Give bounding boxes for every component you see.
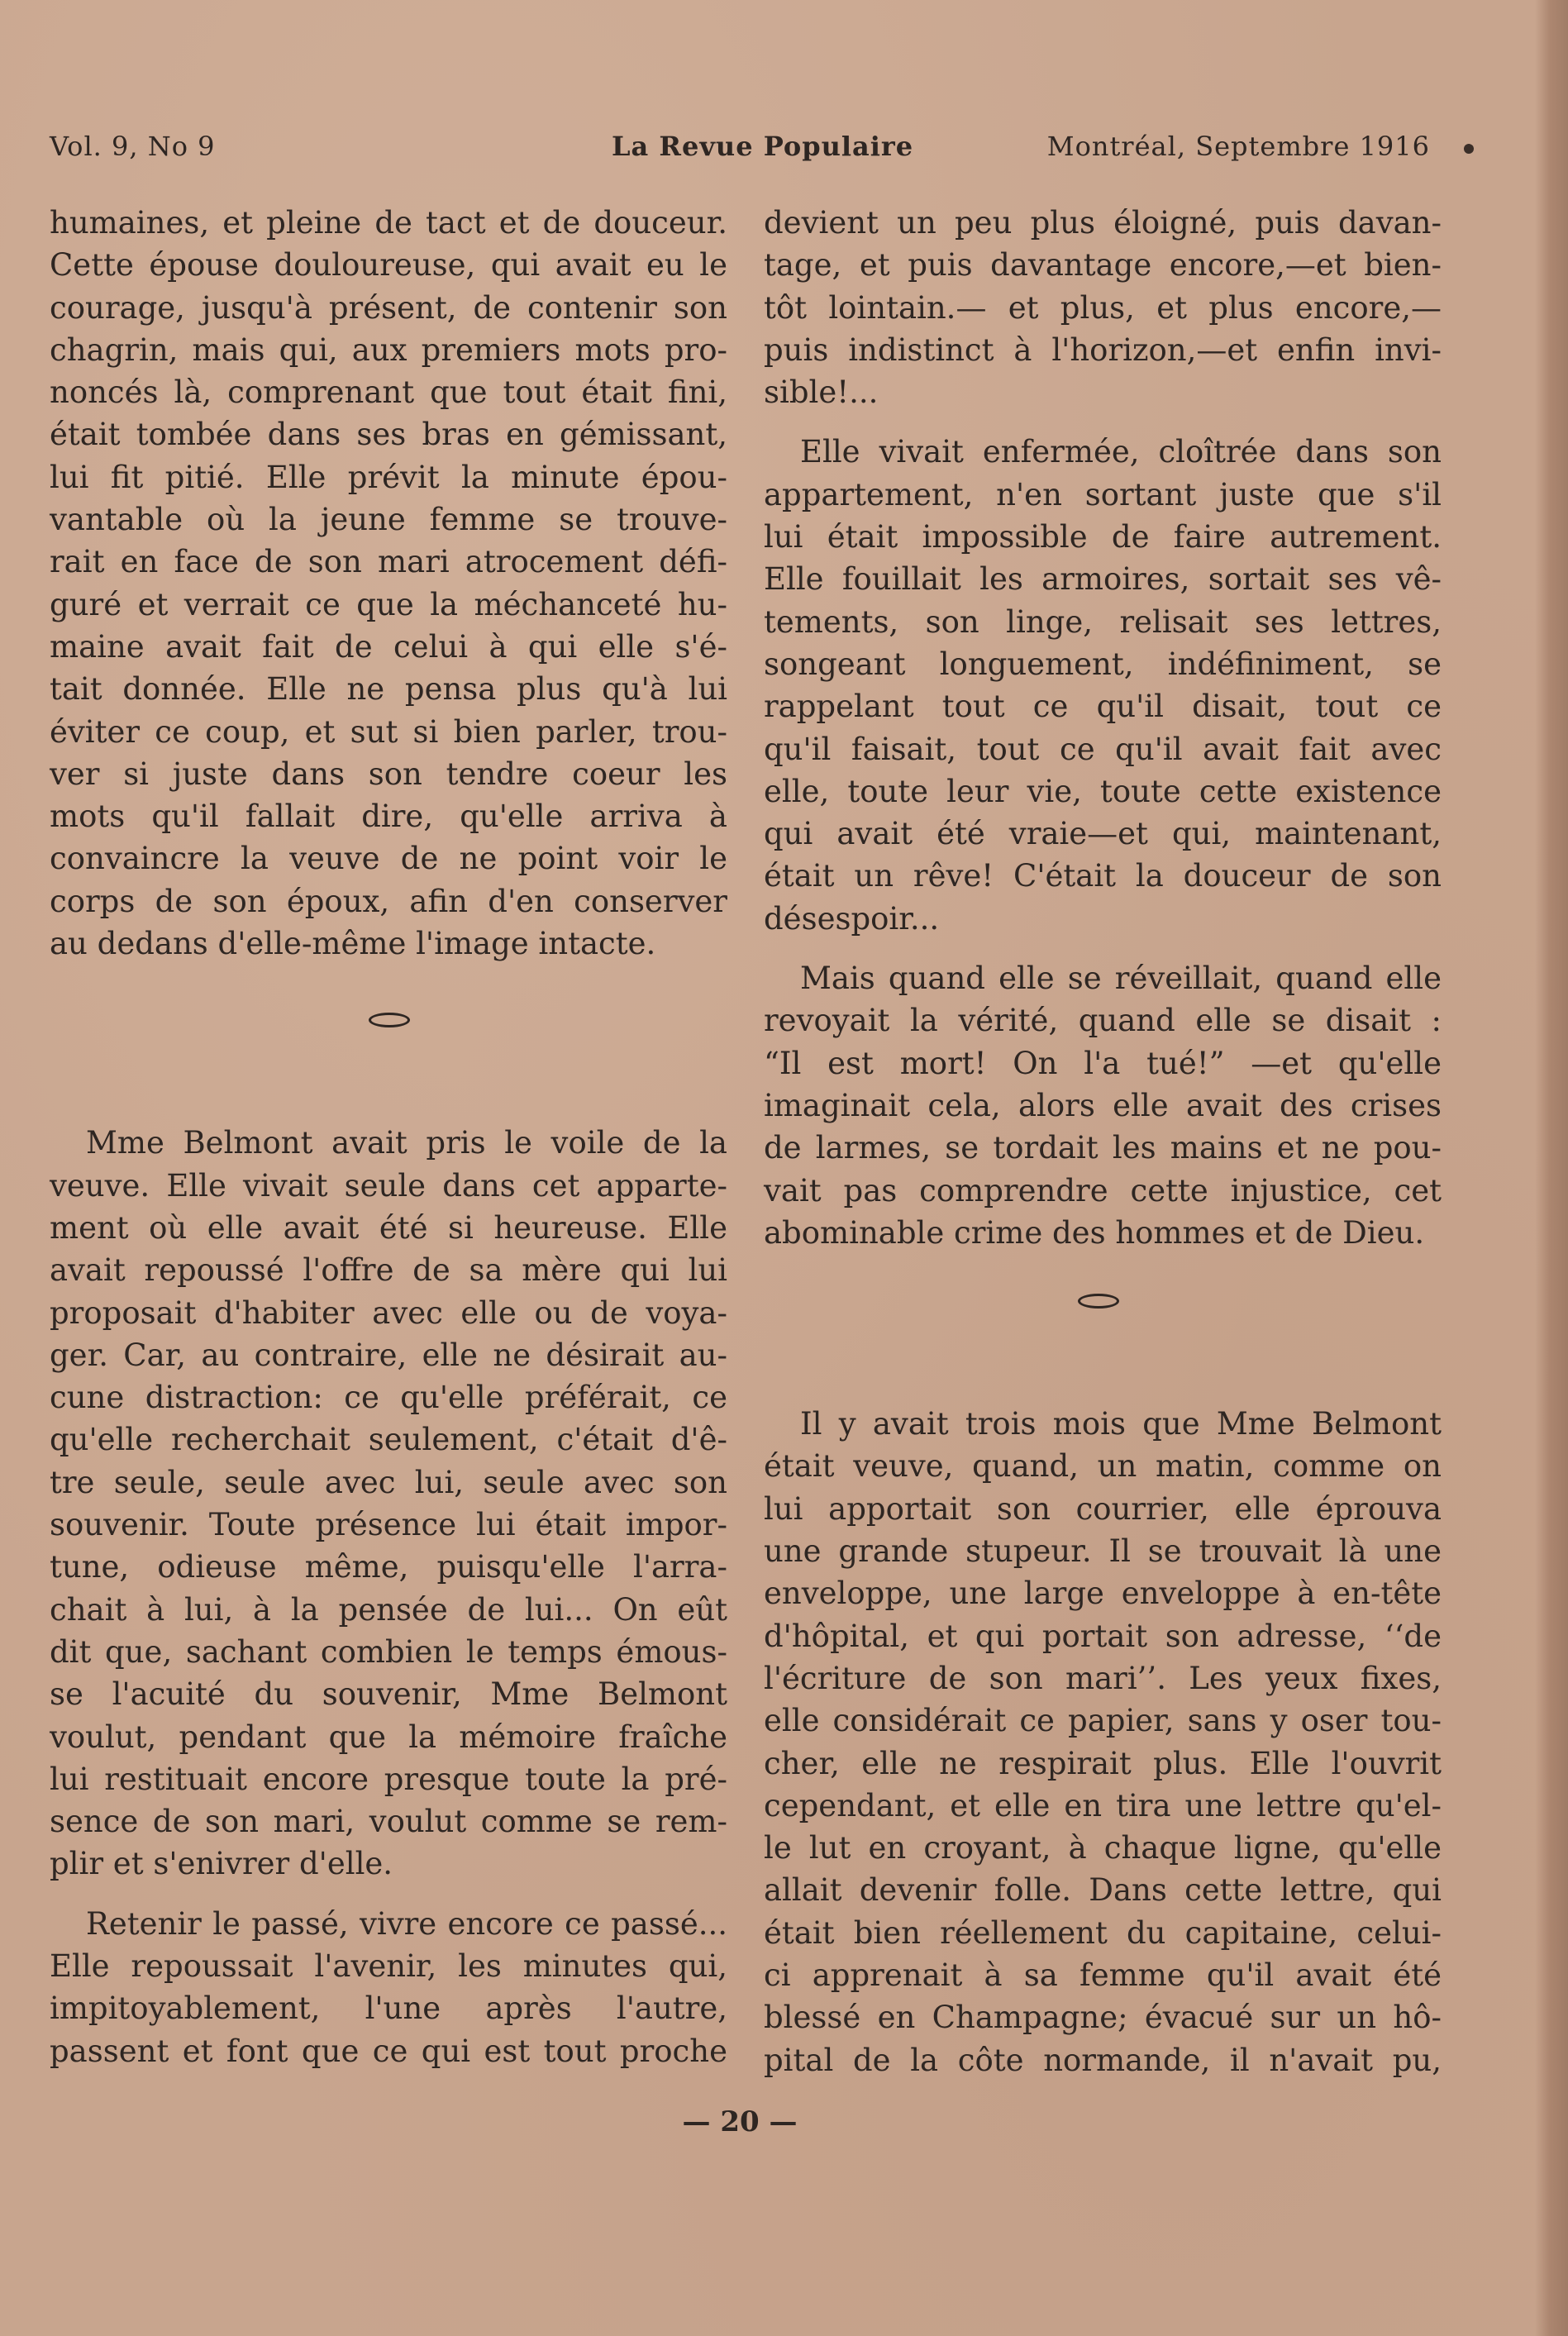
text-line: lui fit pitié. Elle prévit la minute épou- — [50, 459, 727, 495]
text-line: tune, odieuse même, puisqu'elle l'arra- — [50, 1549, 727, 1585]
text-line: voulut, pendant que la mémoire fraîche — [50, 1719, 727, 1755]
text-line: humaines, et pleine de tact et de douceur. — [50, 205, 727, 241]
text-line: puis indistinct à l'horizon,—et enfin invi- — [764, 331, 1442, 368]
text-line: noncés là, comprenant que tout était fini, — [50, 374, 727, 411]
text-line: plir et s'enivrer d'elle. — [50, 1846, 393, 1882]
text-line: cependant, et elle en tira une lettre qu'el- — [764, 1787, 1442, 1824]
text-line: qu'il faisait, tout ce qu'il avait fait avec — [764, 731, 1442, 767]
text-line: corps de son époux, afin d'en conserver — [50, 883, 727, 919]
text-line: imaginait cela, alors elle avait des crises — [764, 1087, 1442, 1123]
page-header — [50, 126, 1430, 167]
text-line: tôt lointain.— et plus, et plus encore,— — [764, 289, 1442, 326]
text-line: avait repoussé l'offre de sa mère qui lui — [50, 1252, 727, 1289]
text-line: qu'elle recherchait seulement, c'était d'ê- — [50, 1422, 727, 1458]
paragraph-gap — [764, 413, 1442, 431]
text-line: pital de la côte normande, il n'avait pu, — [764, 2042, 1442, 2078]
volume-label: Vol. 9, No 9 — [50, 131, 216, 162]
text-line: Elle vivait enfermée, cloîtrée dans son — [800, 434, 1442, 470]
page-number: — 20 — — [682, 2105, 798, 2138]
text-line: devient un peu plus éloigné, puis davan- — [764, 205, 1442, 241]
section-break — [764, 1254, 1442, 1403]
text-line: éviter ce coup, et sut si bien parler, trou- — [50, 713, 727, 750]
paragraph — [764, 957, 1442, 1254]
text-line: maine avait fait de celui à qui elle s'é- — [50, 628, 727, 665]
text-line: Mais quand elle se réveillait, quand elle — [800, 961, 1442, 997]
text-line: souvenir. Toute présence lui était impor- — [50, 1507, 727, 1543]
text-line: tage, et puis davantage encore,—et bien- — [764, 247, 1442, 284]
text-line: se l'acuité du souvenir, Mme Belmont — [50, 1676, 727, 1713]
text-line: Elle repoussait l'avenir, les minutes qui, — [50, 1947, 727, 1984]
paragraph — [50, 202, 727, 965]
left-column — [50, 202, 727, 2072]
text-line: lui était impossible de faire autrement. — [764, 519, 1442, 555]
text-line: Il y avait trois mois que Mme Belmont — [800, 1406, 1442, 1442]
paragraph — [764, 431, 1442, 940]
text-line: de larmes, se tordait les mains et ne pou- — [764, 1130, 1442, 1166]
text-line: guré et verrait ce que la méchanceté hu- — [50, 586, 727, 622]
text-line: songeant longuement, indéfiniment, se — [764, 646, 1442, 682]
section-break — [50, 965, 727, 1122]
section-ornament — [1078, 1294, 1119, 1309]
publication-date: Montréal, Septembre 1916 — [1046, 131, 1430, 162]
text-line: l'écriture de son mari’’. Les yeux fixes, — [764, 1660, 1442, 1696]
text-line: le lut en croyant, à chaque ligne, qu'elle — [764, 1830, 1442, 1866]
text-line: vantable où la jeune femme se trouve- — [50, 502, 727, 538]
text-line: Elle fouillait les armoires, sortait ses vê- — [764, 561, 1442, 598]
text-line: impitoyablement, l'une après l'autre, — [50, 1990, 727, 2027]
text-line: tait donnée. Elle ne pensa plus qu'à lui — [50, 671, 727, 708]
text-line: mots qu'il fallait dire, qu'elle arriva à — [50, 799, 727, 835]
text-line: passent et font que ce qui est tout proche — [50, 2033, 727, 2069]
text-line: rappelant tout ce qu'il disait, tout ce — [764, 689, 1442, 725]
text-line: rait en face de son mari atrocement défi- — [50, 544, 727, 580]
section-ornament — [369, 1013, 410, 1027]
text-line: elle considérait ce papier, sans y oser tou- — [764, 1703, 1442, 1739]
text-line: était bien réellement du capitaine, celui- — [764, 1914, 1442, 1951]
paragraph — [50, 1903, 727, 2072]
ink-dot — [1464, 144, 1474, 154]
text-line: était veuve, quand, un matin, comme on — [764, 1448, 1442, 1485]
text-line: chagrin, mais qui, aux premiers mots pro- — [50, 331, 727, 368]
text-line: “Il est mort! On l'a tué!” —et qu'elle — [764, 1045, 1442, 1081]
text-line: blessé en Champagne; évacué sur un hô- — [764, 2000, 1442, 2036]
text-line: proposait d'habiter avec elle ou de voya- — [50, 1294, 727, 1331]
text-line: cher, elle ne respirait plus. Elle l'ouvrit — [764, 1745, 1442, 1781]
text-line: vait pas comprendre cette injustice, cet — [764, 1172, 1442, 1209]
text-line: veuve. Elle vivait seule dans cet apparte- — [50, 1167, 727, 1204]
paragraph-gap — [764, 940, 1442, 957]
paragraph — [50, 1122, 727, 1885]
text-line: au dedans d'elle-même l'image intacte. — [50, 926, 656, 962]
text-line: ment où elle avait été si heureuse. Elle — [50, 1209, 727, 1246]
text-line: enveloppe, une large enveloppe à en-tête — [764, 1576, 1442, 1612]
text-line: lui restituait encore presque toute la pré- — [50, 1761, 727, 1797]
text-line: ver si juste dans son tendre coeur les — [50, 756, 727, 792]
text-line: revoyait la vérité, quand elle se disait : — [764, 1003, 1442, 1039]
text-line: tre seule, seule avec lui, seule avec son — [50, 1464, 727, 1500]
text-line: allait devenir folle. Dans cette lettre, qui — [764, 1872, 1442, 1909]
text-line: désespoir... — [764, 900, 940, 937]
text-line: ger. Car, au contraire, elle ne désirait au- — [50, 1337, 727, 1373]
page-edge — [1535, 0, 1568, 2336]
text-line: était un rêve! C'était la douceur de son — [764, 858, 1442, 894]
text-line: lui apportait son courrier, elle éprouva — [764, 1490, 1442, 1527]
text-line: cune distraction: ce qu'elle préférait, ce — [50, 1380, 727, 1416]
text-line: elle, toute leur vie, toute cette existence — [764, 773, 1442, 809]
text-line: courage, jusqu'à présent, de contenir son — [50, 289, 727, 326]
paragraph-gap — [50, 1885, 727, 1903]
paragraph — [764, 202, 1442, 413]
text-line: sible!... — [764, 374, 879, 411]
text-line: dit que, sachant combien le temps émous- — [50, 1633, 727, 1670]
text-line: Retenir le passé, vivre encore ce passé... — [86, 1905, 727, 1942]
text-line: qui avait été vraie—et qui, maintenant, — [764, 816, 1442, 852]
text-line: une grande stupeur. Il se trouvait là une — [764, 1533, 1442, 1570]
text-line: convaincre la veuve de ne point voir le — [50, 841, 727, 877]
text-line: d'hôpital, et qui portait son adresse, ‘‘de — [764, 1618, 1442, 1654]
text-line: ci apprenait à sa femme qu'il avait été — [764, 1957, 1442, 1993]
text-line: appartement, n'en sortant juste que s'il — [764, 476, 1442, 512]
text-line: sence de son mari, voulut comme se rem- — [50, 1804, 727, 1840]
paragraph — [764, 1403, 1442, 2081]
text-line: était tombée dans ses bras en gémissant, — [50, 417, 727, 453]
text-line: Mme Belmont avait pris le voile de la — [86, 1125, 727, 1161]
text-line: abominable crime des hommes et de Dieu. — [764, 1214, 1425, 1251]
text-line: chait à lui, à la pensée de lui... On eût — [50, 1591, 727, 1628]
text-line: Cette épouse douloureuse, qui avait eu le — [50, 247, 727, 284]
right-column — [764, 202, 1442, 2081]
text-line: tements, son linge, relisait ses lettres, — [764, 603, 1442, 640]
publication-title: La Revue Populaire — [612, 131, 914, 162]
